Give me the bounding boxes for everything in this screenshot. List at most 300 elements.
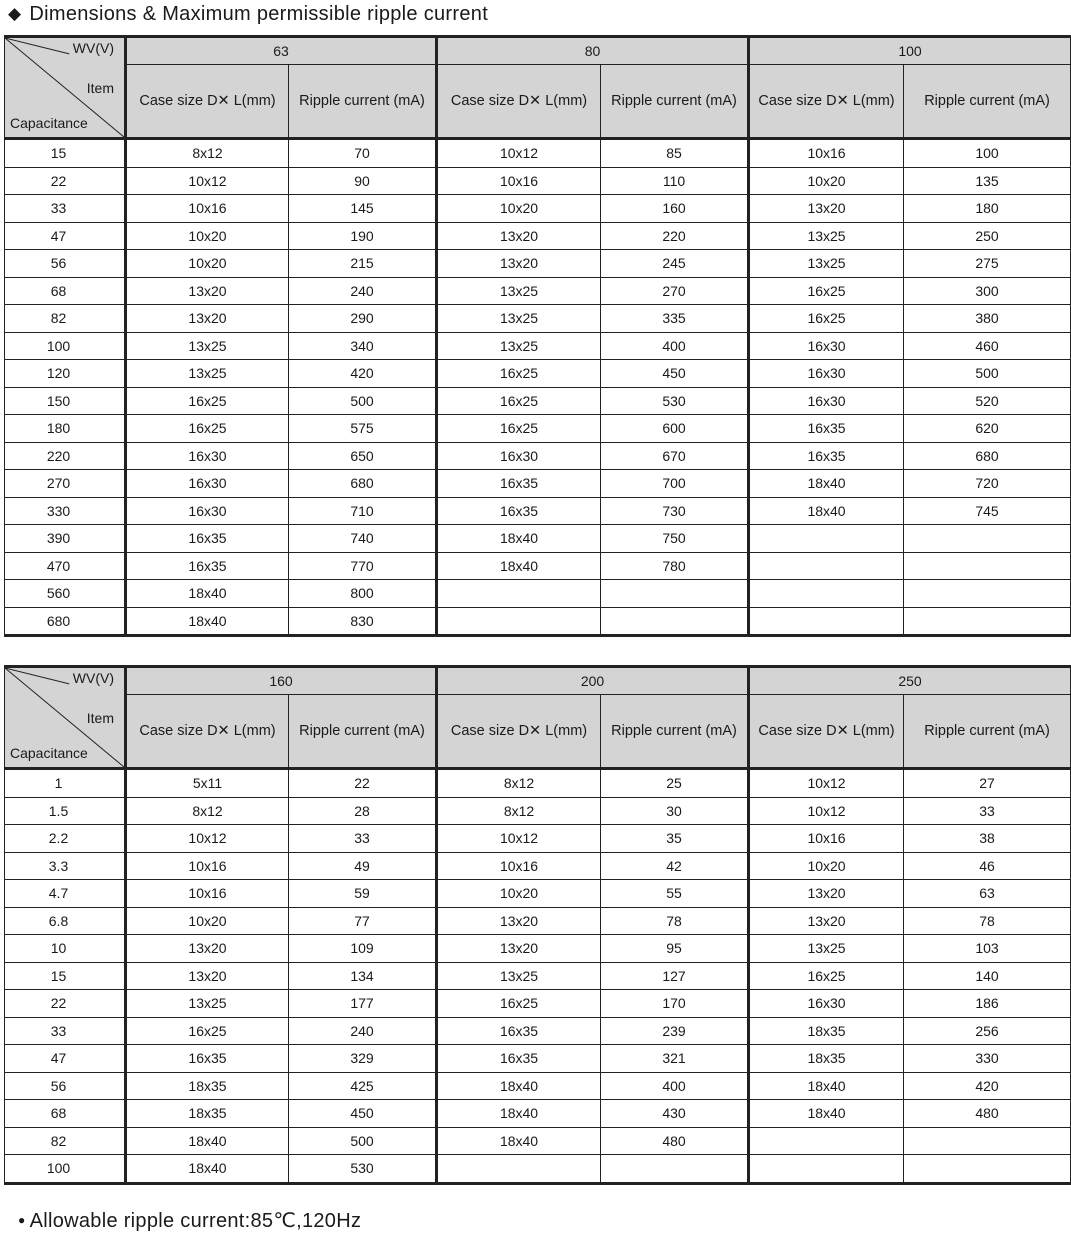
case-size-cell: 18x40 [126,1155,289,1184]
ripple-current-cell: 190 [289,222,437,250]
ripple-current-cell: 63 [904,880,1071,908]
case-size-cell: 8x12 [126,797,289,825]
table-row [5,607,1071,636]
capacitance-label: Capacitance [10,745,88,761]
capacitance-cell: 390 [5,525,126,553]
table-row [5,470,1071,498]
case-size-cell: 16x25 [749,277,904,305]
ripple-table-1 [4,35,1071,637]
case-size-cell: 18x35 [749,1045,904,1073]
case-size-cell: 18x40 [437,1127,601,1155]
voltage-header-63: 63 [126,37,437,65]
capacitance-cell: 22 [5,990,126,1018]
ripple-current-cell: 240 [289,277,437,305]
table-row [5,387,1071,415]
voltage-header-160: 160 [126,667,437,695]
case-size-cell: 18x40 [437,1100,601,1128]
ripple-current-cell [904,1127,1071,1155]
case-size-cell: 13x20 [437,250,601,278]
case-size-cell [749,580,904,608]
corner-header-cell [5,667,126,769]
corner-header-cell [5,37,126,139]
case-size-cell [749,552,904,580]
ripple-current-cell: 330 [904,1045,1071,1073]
ripple-current-cell: 100 [904,139,1071,168]
case-size-cell: 18x40 [437,525,601,553]
table-row [5,852,1071,880]
ripple-current-cell: 480 [904,1100,1071,1128]
case-size-cell: 18x40 [126,1127,289,1155]
capacitance-cell: 270 [5,470,126,498]
ripple-current-cell [904,525,1071,553]
table-row [5,525,1071,553]
case-size-cell: 10x20 [437,195,601,223]
ripple-current-cell: 90 [289,167,437,195]
case-size-cell: 10x16 [126,195,289,223]
table-row [5,797,1071,825]
case-size-cell: 16x30 [126,497,289,525]
case-size-cell: 16x25 [126,1017,289,1045]
ripple-current-cell: 95 [601,935,749,963]
case-size-cell: 13x25 [749,222,904,250]
case-size-cell: 13x20 [437,907,601,935]
ripple-current-cell [904,1155,1071,1184]
ripple-current-cell: 710 [289,497,437,525]
case-size-cell: 18x35 [126,1072,289,1100]
case-size-cell: 18x40 [749,497,904,525]
voltage-header-200: 200 [437,667,749,695]
ripple-current-cell: 33 [289,825,437,853]
case-size-cell: 10x12 [126,825,289,853]
table-row [5,769,1071,798]
case-size-cell: 13x20 [126,277,289,305]
capacitance-cell: 100 [5,332,126,360]
case-size-cell: 18x40 [437,1072,601,1100]
case-size-header: Case size D✕ L(mm) [126,65,289,139]
capacitance-cell: 56 [5,250,126,278]
ripple-current-cell: 180 [904,195,1071,223]
case-size-cell: 16x25 [437,360,601,388]
ripple-current-cell: 720 [904,470,1071,498]
case-size-cell: 13x20 [749,195,904,223]
capacitance-cell: 56 [5,1072,126,1100]
page-title [8,3,488,26]
case-size-cell: 16x30 [749,360,904,388]
case-size-cell: 13x20 [126,935,289,963]
case-size-cell: 13x25 [437,305,601,333]
ripple-current-cell: 103 [904,935,1071,963]
table-row [5,990,1071,1018]
wv-label: WV(V) [72,670,114,686]
wv-label: WV(V) [72,40,114,56]
case-size-cell: 13x20 [749,907,904,935]
ripple-current-cell: 70 [289,139,437,168]
case-size-cell: 13x20 [126,305,289,333]
capacitance-cell: 6.8 [5,907,126,935]
case-size-cell: 10x20 [126,250,289,278]
ripple-current-cell: 420 [289,360,437,388]
case-size-cell [749,607,904,636]
ripple-current-cell: 177 [289,990,437,1018]
bullet-icon: ● [18,1213,26,1227]
ripple-current-cell: 500 [289,387,437,415]
capacitance-cell: 68 [5,1100,126,1128]
case-size-header: Case size D✕ L(mm) [437,695,601,769]
ripple-current-cell: 530 [289,1155,437,1184]
ripple-current-cell: 670 [601,442,749,470]
table-row [5,580,1071,608]
capacitance-cell: 4.7 [5,880,126,908]
case-size-cell: 10x16 [126,880,289,908]
capacitance-cell: 82 [5,1127,126,1155]
table-row [5,222,1071,250]
ripple-current-cell: 77 [289,907,437,935]
ripple-current-cell: 460 [904,332,1071,360]
table-row [5,415,1071,443]
capacitance-cell: 22 [5,167,126,195]
ripple-current-cell: 700 [601,470,749,498]
case-size-cell: 13x20 [749,880,904,908]
table-row [5,1045,1071,1073]
ripple-current-cell: 420 [904,1072,1071,1100]
case-size-cell: 13x25 [126,332,289,360]
case-size-cell: 16x30 [437,442,601,470]
column-header-row [5,695,1071,769]
ripple-current-cell: 480 [601,1127,749,1155]
table-row [5,332,1071,360]
case-size-header: Case size D✕ L(mm) [437,65,601,139]
ripple-current-cell: 329 [289,1045,437,1073]
ripple-current-cell: 170 [601,990,749,1018]
case-size-cell: 16x30 [749,332,904,360]
ripple-current-cell: 745 [904,497,1071,525]
ripple-current-cell: 400 [601,1072,749,1100]
case-size-cell: 10x20 [126,907,289,935]
ripple-current-cell: 600 [601,415,749,443]
capacitance-cell: 3.3 [5,852,126,880]
capacitance-cell: 330 [5,497,126,525]
ripple-current-cell: 270 [601,277,749,305]
capacitance-cell: 68 [5,277,126,305]
case-size-cell: 16x25 [749,962,904,990]
capacitance-cell: 680 [5,607,126,636]
ripple-current-cell: 400 [601,332,749,360]
ripple-current-cell: 215 [289,250,437,278]
ripple-current-cell: 290 [289,305,437,333]
case-size-cell: 16x35 [437,1045,601,1073]
ripple-current-cell: 780 [601,552,749,580]
ripple-current-cell: 300 [904,277,1071,305]
ripple-current-cell: 145 [289,195,437,223]
case-size-cell: 10x16 [126,852,289,880]
ripple-current-cell: 85 [601,139,749,168]
ripple-current-cell: 160 [601,195,749,223]
case-size-cell: 16x35 [126,1045,289,1073]
ripple-current-header: Ripple current (mA) [601,695,749,769]
ripple-current-cell: 245 [601,250,749,278]
table-row [5,497,1071,525]
case-size-cell: 13x25 [126,360,289,388]
case-size-cell: 16x35 [437,497,601,525]
capacitance-cell: 100 [5,1155,126,1184]
capacitance-cell: 82 [5,305,126,333]
case-size-cell: 16x30 [749,387,904,415]
ripple-current-cell: 830 [289,607,437,636]
case-size-cell [437,1155,601,1184]
ripple-current-cell: 680 [289,470,437,498]
case-size-cell: 8x12 [437,769,601,798]
table-row [5,360,1071,388]
ripple-current-cell: 500 [289,1127,437,1155]
diamond-icon: ◆ [8,4,22,23]
case-size-cell [749,1127,904,1155]
table-row [5,907,1071,935]
case-size-cell [437,607,601,636]
table-row [5,277,1071,305]
table-row [5,1100,1071,1128]
case-size-cell: 18x40 [749,1100,904,1128]
ripple-current-cell: 46 [904,852,1071,880]
ripple-current-cell: 256 [904,1017,1071,1045]
case-size-cell: 16x30 [749,990,904,1018]
table-row [5,250,1071,278]
case-size-header: Case size D✕ L(mm) [126,695,289,769]
page-title-text: Dimensions & Maximum permissible ripple current [29,3,489,25]
voltage-header-250: 250 [749,667,1071,695]
ripple-current-cell: 740 [289,525,437,553]
case-size-cell: 10x20 [749,852,904,880]
case-size-cell: 18x40 [749,1072,904,1100]
ripple-current-cell [904,552,1071,580]
ripple-current-cell: 425 [289,1072,437,1100]
ripple-current-cell: 250 [904,222,1071,250]
case-size-cell: 16x30 [126,442,289,470]
ripple-current-cell: 28 [289,797,437,825]
case-size-cell: 16x25 [749,305,904,333]
case-size-header: Case size D✕ L(mm) [749,65,904,139]
case-size-cell: 10x12 [437,139,601,168]
ripple-current-cell: 750 [601,525,749,553]
case-size-cell: 10x16 [437,167,601,195]
voltage-header-80: 80 [437,37,749,65]
capacitance-cell: 220 [5,442,126,470]
ripple-current-header: Ripple current (mA) [289,65,437,139]
ripple-current-cell: 575 [289,415,437,443]
case-size-cell: 16x25 [437,415,601,443]
case-size-cell: 10x12 [749,797,904,825]
case-size-cell: 10x16 [749,139,904,168]
case-size-cell: 16x25 [126,387,289,415]
ripple-current-cell: 38 [904,825,1071,853]
table-row [5,195,1071,223]
ripple-current-cell [904,580,1071,608]
item-label: Item [86,80,114,96]
case-size-cell: 8x12 [126,139,289,168]
table-row [5,962,1071,990]
ripple-current-header: Ripple current (mA) [289,695,437,769]
table-row [5,1017,1071,1045]
ripple-current-cell: 450 [289,1100,437,1128]
ripple-current-cell: 730 [601,497,749,525]
ripple-current-cell: 500 [904,360,1071,388]
case-size-cell: 16x35 [749,442,904,470]
table-row [5,1155,1071,1184]
ripple-current-cell: 140 [904,962,1071,990]
ripple-current-header: Ripple current (mA) [904,65,1071,139]
table-row [5,167,1071,195]
case-size-cell: 10x20 [126,222,289,250]
table-row [5,305,1071,333]
ripple-current-cell: 30 [601,797,749,825]
case-size-cell: 10x20 [437,880,601,908]
capacitance-cell: 47 [5,222,126,250]
table-row [5,1127,1071,1155]
capacitance-cell: 150 [5,387,126,415]
ripple-current-cell: 380 [904,305,1071,333]
case-size-cell: 13x25 [437,332,601,360]
ripple-current-cell: 450 [601,360,749,388]
ripple-current-cell: 220 [601,222,749,250]
case-size-cell [437,580,601,608]
capacitance-cell: 33 [5,1017,126,1045]
case-size-cell: 13x25 [749,250,904,278]
case-size-cell: 18x40 [749,470,904,498]
ripple-current-cell: 340 [289,332,437,360]
item-label: Item [86,710,114,726]
table-row [5,552,1071,580]
capacitance-cell: 1 [5,769,126,798]
case-size-cell: 16x25 [437,990,601,1018]
case-size-cell: 16x35 [126,525,289,553]
table-row [5,139,1071,168]
voltage-header-100: 100 [749,37,1071,65]
case-size-cell: 13x20 [437,935,601,963]
table-row [5,935,1071,963]
ripple-current-cell: 520 [904,387,1071,415]
case-size-cell: 16x25 [126,415,289,443]
case-size-cell: 10x16 [749,825,904,853]
capacitance-cell: 47 [5,1045,126,1073]
case-size-cell: 13x25 [437,277,601,305]
case-size-cell: 10x16 [437,852,601,880]
ripple-current-cell: 59 [289,880,437,908]
ripple-current-cell: 109 [289,935,437,963]
ripple-current-cell: 49 [289,852,437,880]
ripple-current-cell: 42 [601,852,749,880]
table-row [5,880,1071,908]
voltage-header-row [5,667,1071,695]
case-size-cell: 16x25 [437,387,601,415]
ripple-current-cell: 127 [601,962,749,990]
ripple-current-cell [601,1155,749,1184]
ripple-current-cell: 239 [601,1017,749,1045]
footnote [18,1208,361,1233]
ripple-current-cell: 22 [289,769,437,798]
case-size-cell: 8x12 [437,797,601,825]
capacitance-cell: 180 [5,415,126,443]
ripple-current-cell: 135 [904,167,1071,195]
ripple-current-cell: 770 [289,552,437,580]
capacitance-cell: 120 [5,360,126,388]
case-size-cell: 13x20 [126,962,289,990]
case-size-cell: 18x40 [437,552,601,580]
ripple-current-cell [601,607,749,636]
ripple-current-header: Ripple current (mA) [601,65,749,139]
case-size-cell: 13x25 [749,935,904,963]
ripple-current-cell: 335 [601,305,749,333]
capacitance-label: Capacitance [10,115,88,131]
ripple-current-cell: 240 [289,1017,437,1045]
capacitance-cell: 560 [5,580,126,608]
ripple-current-cell [601,580,749,608]
capacitance-cell: 470 [5,552,126,580]
capacitance-cell: 15 [5,962,126,990]
ripple-current-cell: 78 [904,907,1071,935]
ripple-current-cell: 530 [601,387,749,415]
ripple-current-cell: 800 [289,580,437,608]
footnote-text: Allowable ripple current:85℃,120Hz [29,1210,362,1232]
case-size-cell: 10x20 [749,167,904,195]
ripple-current-cell: 186 [904,990,1071,1018]
case-size-cell: 18x40 [126,580,289,608]
ripple-current-cell: 33 [904,797,1071,825]
capacitance-cell: 1.5 [5,797,126,825]
ripple-current-cell: 25 [601,769,749,798]
ripple-current-cell: 620 [904,415,1071,443]
ripple-current-cell [904,607,1071,636]
case-size-cell: 13x20 [437,222,601,250]
capacitance-cell: 10 [5,935,126,963]
table-row [5,442,1071,470]
ripple-current-cell: 27 [904,769,1071,798]
table-row [5,825,1071,853]
case-size-cell: 16x35 [749,415,904,443]
capacitance-cell: 33 [5,195,126,223]
ripple-table-2 [4,665,1071,1185]
capacitance-cell: 15 [5,139,126,168]
capacitance-cell: 2.2 [5,825,126,853]
table-row [5,1072,1071,1100]
case-size-cell: 16x35 [437,470,601,498]
ripple-current-cell: 35 [601,825,749,853]
case-size-cell: 18x40 [126,607,289,636]
ripple-current-cell: 55 [601,880,749,908]
case-size-header: Case size D✕ L(mm) [749,695,904,769]
voltage-header-row [5,37,1071,65]
column-header-row [5,65,1071,139]
ripple-current-header: Ripple current (mA) [904,695,1071,769]
ripple-current-cell: 680 [904,442,1071,470]
ripple-current-cell: 78 [601,907,749,935]
case-size-cell: 13x25 [437,962,601,990]
ripple-current-cell: 650 [289,442,437,470]
case-size-cell: 18x35 [126,1100,289,1128]
case-size-cell: 16x35 [126,552,289,580]
ripple-current-cell: 321 [601,1045,749,1073]
case-size-cell: 13x25 [126,990,289,1018]
case-size-cell [749,525,904,553]
case-size-cell: 16x30 [126,470,289,498]
case-size-cell: 18x35 [749,1017,904,1045]
case-size-cell [749,1155,904,1184]
ripple-current-cell: 430 [601,1100,749,1128]
case-size-cell: 16x35 [437,1017,601,1045]
case-size-cell: 5x11 [126,769,289,798]
ripple-current-cell: 134 [289,962,437,990]
case-size-cell: 10x12 [126,167,289,195]
ripple-current-cell: 275 [904,250,1071,278]
case-size-cell: 10x12 [749,769,904,798]
